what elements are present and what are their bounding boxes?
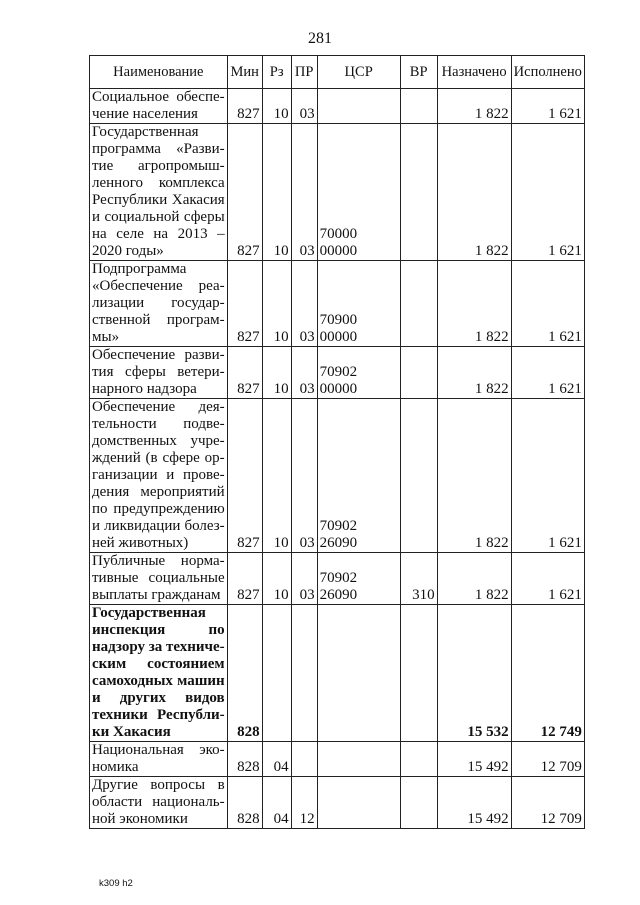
cell-executed: 1 621 bbox=[511, 347, 584, 399]
name-line: ственной програм- bbox=[92, 312, 225, 328]
cell-csr bbox=[317, 605, 400, 742]
table-row bbox=[90, 347, 585, 399]
name-line: и социальной сферы bbox=[92, 209, 225, 225]
cell-min: 827 bbox=[227, 124, 262, 261]
name-line: на селе на 2013 – bbox=[92, 226, 225, 242]
cell-pr: 03 bbox=[291, 261, 317, 347]
name-line: самоходных машин bbox=[92, 673, 225, 689]
cell-pr: 03 bbox=[291, 399, 317, 553]
cell-assigned: 15 532 bbox=[437, 605, 511, 742]
cell-assigned: 1 822 bbox=[437, 553, 511, 605]
cell-vr bbox=[400, 742, 437, 777]
cell-pr: 03 bbox=[291, 124, 317, 261]
name-line: дения мероприятий bbox=[92, 484, 225, 500]
cell-csr bbox=[317, 742, 400, 777]
cell-name bbox=[90, 742, 228, 777]
cell-csr bbox=[317, 89, 400, 124]
cell-csr bbox=[317, 777, 400, 829]
name-line: программа «Разви- bbox=[92, 141, 225, 157]
name-line: ней животных) bbox=[92, 535, 189, 551]
cell-pr: 12 bbox=[291, 777, 317, 829]
cell-rz: 10 bbox=[262, 261, 291, 347]
table-row bbox=[90, 553, 585, 605]
name-line: мы» bbox=[92, 329, 120, 345]
cell-name bbox=[90, 124, 228, 261]
cell-rz: 04 bbox=[262, 777, 291, 829]
cell-name bbox=[90, 399, 228, 553]
name-line: нарного надзора bbox=[92, 381, 197, 397]
cell-rz: 10 bbox=[262, 399, 291, 553]
cell-name bbox=[90, 777, 228, 829]
cell-assigned: 1 822 bbox=[437, 89, 511, 124]
cell-min: 827 bbox=[227, 261, 262, 347]
cell-rz: 10 bbox=[262, 347, 291, 399]
name-line: ским состоянием bbox=[92, 656, 225, 672]
cell-rz: 10 bbox=[262, 124, 291, 261]
cell-rz bbox=[262, 605, 291, 742]
cell-name bbox=[90, 553, 228, 605]
name-line: Другие вопросы в bbox=[92, 777, 225, 793]
name-line: и других видов bbox=[92, 690, 225, 706]
cell-executed: 1 621 bbox=[511, 553, 584, 605]
header-pr: ПР bbox=[291, 56, 317, 89]
cell-name bbox=[90, 347, 228, 399]
footer-code: k309 h2 bbox=[99, 878, 133, 889]
name-line: тельности подве- bbox=[92, 416, 225, 432]
table-header-row bbox=[90, 56, 585, 89]
name-line: ганизации и прове- bbox=[92, 467, 225, 483]
name-line: ки Хакасия bbox=[92, 724, 171, 740]
cell-rz: 10 bbox=[262, 553, 291, 605]
name-line: лизации государ- bbox=[92, 295, 225, 311]
name-line: области националь- bbox=[92, 794, 225, 810]
cell-min: 827 bbox=[227, 347, 262, 399]
name-line: надзору за техниче- bbox=[92, 639, 225, 655]
cell-vr bbox=[400, 399, 437, 553]
cell-pr bbox=[291, 605, 317, 742]
cell-pr: 03 bbox=[291, 89, 317, 124]
cell-min: 827 bbox=[227, 89, 262, 124]
table-row bbox=[90, 742, 585, 777]
name-line: Подпрограмма bbox=[92, 261, 187, 277]
table-row bbox=[90, 261, 585, 347]
cell-pr: 03 bbox=[291, 347, 317, 399]
cell-csr: 70902 00000 bbox=[317, 347, 400, 399]
cell-vr bbox=[400, 261, 437, 347]
header-executed: Исполнено bbox=[511, 56, 584, 89]
name-line: Национальная эко- bbox=[92, 742, 225, 758]
table-row bbox=[90, 124, 585, 261]
name-line: Социальное обеспе- bbox=[92, 89, 225, 105]
header-vr: ВР bbox=[400, 56, 437, 89]
name-line: Государственная bbox=[92, 605, 206, 621]
cell-name bbox=[90, 89, 228, 124]
cell-min: 828 bbox=[227, 605, 262, 742]
name-line: Обеспечение разви- bbox=[92, 347, 225, 363]
name-line: тие агропромыш- bbox=[92, 158, 225, 174]
cell-executed: 1 621 bbox=[511, 399, 584, 553]
name-line: инспекция по bbox=[92, 622, 225, 638]
table-row bbox=[90, 399, 585, 553]
header-name: Наименование bbox=[90, 56, 228, 89]
name-line: домственных учре- bbox=[92, 433, 225, 449]
cell-rz: 10 bbox=[262, 89, 291, 124]
table-row bbox=[90, 777, 585, 829]
cell-vr bbox=[400, 347, 437, 399]
name-line: ной экономики bbox=[92, 811, 188, 827]
cell-assigned: 1 822 bbox=[437, 347, 511, 399]
cell-assigned: 1 822 bbox=[437, 261, 511, 347]
cell-vr bbox=[400, 605, 437, 742]
table-row bbox=[90, 605, 585, 742]
name-line: ленного комплекса bbox=[92, 175, 225, 191]
cell-vr: 310 bbox=[400, 553, 437, 605]
cell-assigned: 1 822 bbox=[437, 124, 511, 261]
cell-pr: 03 bbox=[291, 553, 317, 605]
header-assigned: Назначено bbox=[437, 56, 511, 89]
name-line: и ликвидации болез- bbox=[92, 518, 225, 534]
cell-csr: 70902 26090 bbox=[317, 399, 400, 553]
cell-executed: 12 709 bbox=[511, 742, 584, 777]
cell-min: 827 bbox=[227, 399, 262, 553]
name-line: Государственная bbox=[92, 124, 199, 140]
budget-table bbox=[89, 55, 585, 829]
name-line: чение населения bbox=[92, 106, 198, 122]
name-line: техники Республи- bbox=[92, 707, 225, 723]
cell-csr: 70000 00000 bbox=[317, 124, 400, 261]
name-line: Республики Хакасия bbox=[92, 192, 225, 208]
header-min: Мин bbox=[227, 56, 262, 89]
name-line: тивные социальные bbox=[92, 570, 225, 586]
cell-assigned: 1 822 bbox=[437, 399, 511, 553]
cell-csr: 70900 00000 bbox=[317, 261, 400, 347]
cell-assigned: 15 492 bbox=[437, 742, 511, 777]
cell-vr bbox=[400, 89, 437, 124]
cell-vr bbox=[400, 124, 437, 261]
name-line: номика bbox=[92, 759, 139, 775]
cell-executed: 1 621 bbox=[511, 261, 584, 347]
cell-rz: 04 bbox=[262, 742, 291, 777]
name-line: Публичные норма- bbox=[92, 553, 225, 569]
name-line: тия сферы ветери- bbox=[92, 364, 225, 380]
cell-vr bbox=[400, 777, 437, 829]
cell-name bbox=[90, 605, 228, 742]
cell-executed: 12 709 bbox=[511, 777, 584, 829]
table-body bbox=[90, 89, 585, 829]
name-line: 2020 годы» bbox=[92, 243, 164, 259]
header-rz: Рз bbox=[262, 56, 291, 89]
cell-assigned: 15 492 bbox=[437, 777, 511, 829]
name-line: по предупреждению bbox=[92, 501, 225, 517]
cell-csr: 70902 26090 bbox=[317, 553, 400, 605]
name-line: Обеспечение дея- bbox=[92, 399, 225, 415]
name-line: ждений (в сфере ор- bbox=[92, 450, 225, 466]
cell-min: 828 bbox=[227, 742, 262, 777]
cell-name bbox=[90, 261, 228, 347]
cell-executed: 1 621 bbox=[511, 89, 584, 124]
cell-min: 828 bbox=[227, 777, 262, 829]
table-row bbox=[90, 89, 585, 124]
cell-executed: 12 749 bbox=[511, 605, 584, 742]
page-number: 281 bbox=[308, 30, 332, 47]
name-line: выплаты гражданам bbox=[92, 587, 221, 603]
name-line: «Обеспечение реа- bbox=[92, 278, 225, 294]
cell-pr bbox=[291, 742, 317, 777]
cell-executed: 1 621 bbox=[511, 124, 584, 261]
cell-min: 827 bbox=[227, 553, 262, 605]
header-csr: ЦСР bbox=[317, 56, 400, 89]
